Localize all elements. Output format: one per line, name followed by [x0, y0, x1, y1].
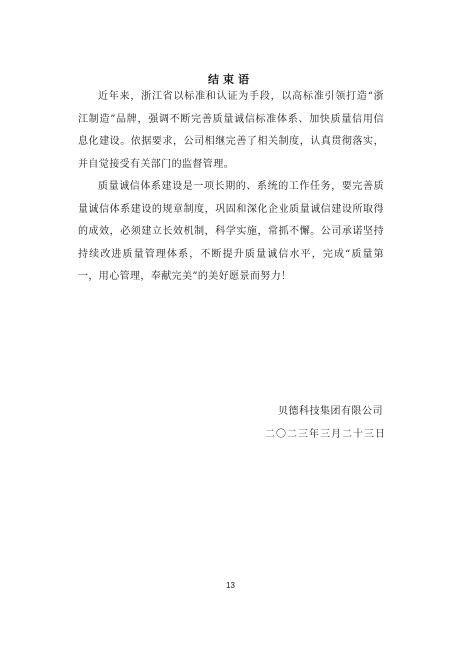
document-title: 结束语 — [208, 73, 253, 86]
paragraph-2: 质量诚信体系建设是一项长期的、系统的工作任务，要完善质量诚信体系建设的规章制度，巩固和深化企业质量诚信建设所取得的成效，必须建立长效机制，科学实施，常抓不懈。公司承诺坚持持续改进质量管理体系，不断提升质量诚信水平，完成“质量第一，用心管理，奉献完美”的美好愿景而努力！ — [78, 181, 384, 282]
page-number: 13 — [226, 581, 235, 590]
company-signature: 贝德科技集团有限公司 — [278, 406, 383, 417]
paragraph-block-1 — [78, 86, 384, 176]
paragraph-1: 近年来，浙江省以标准和认证为手段，以高标准引领打造“浙江制造”品牌，强调不断完善质量诚信标准体系、加快质量信用信息化建设。依据要求，公司相继完善了相关制度，认真贯彻落实，并自觉接受有关部门的监督管理。 — [78, 91, 384, 170]
signature-date: 二〇二三年三月二十三日 — [265, 429, 386, 440]
paragraph-block-2 — [78, 176, 384, 289]
